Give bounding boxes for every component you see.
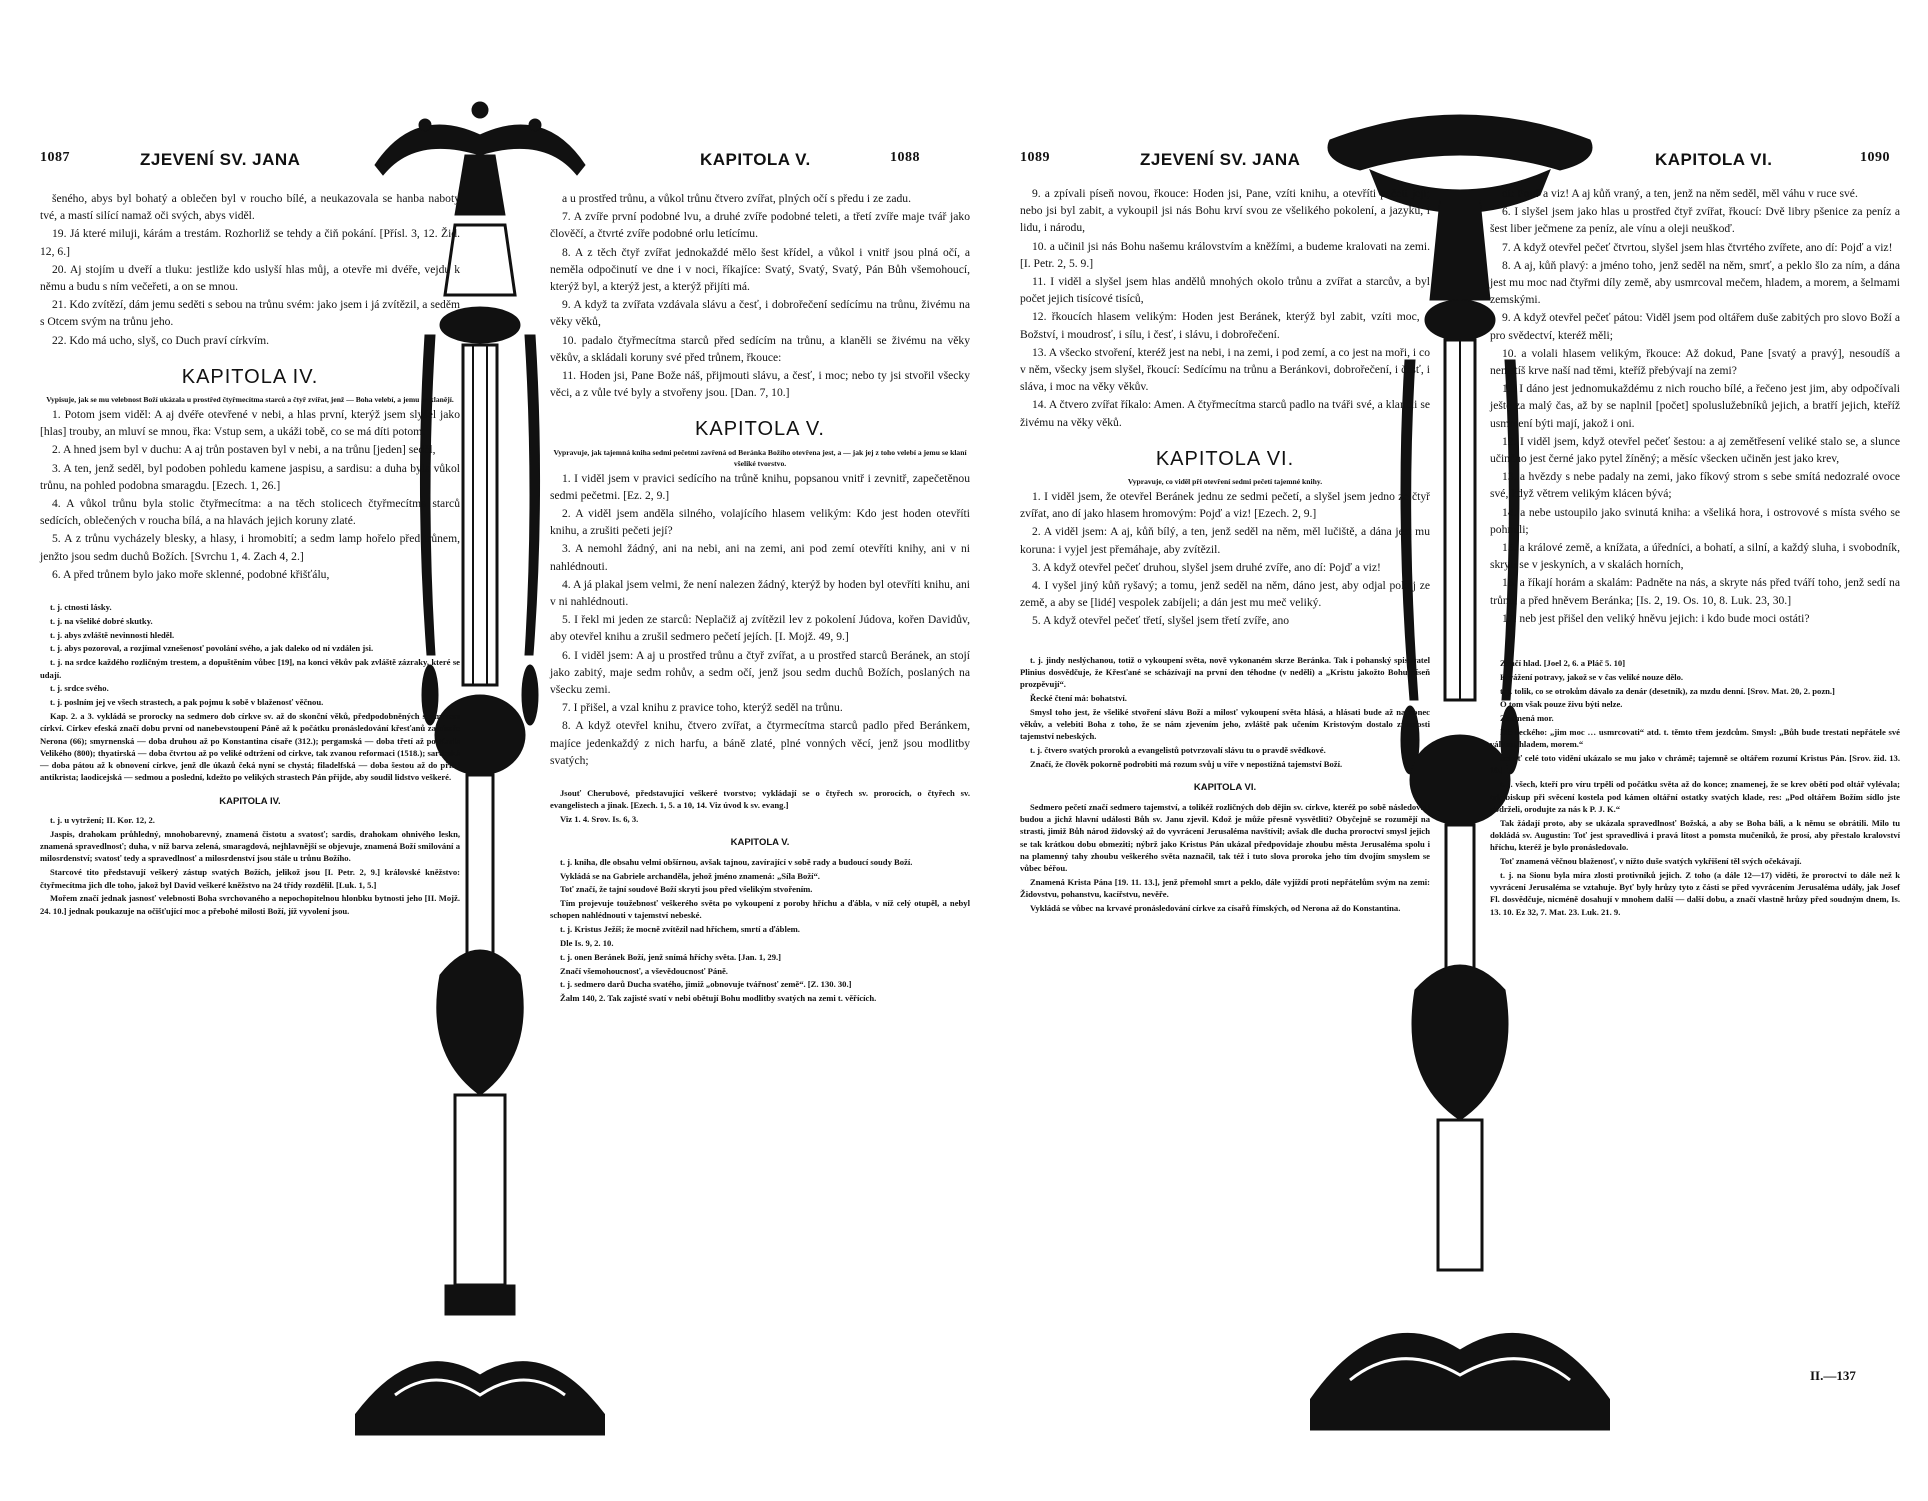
footnote: K vážení potravy, jakož se v čas veliké nouze dělo. [1500,671,1684,682]
verse: 1. I viděl jsem v pravici sedícího na trůně knihu, popsanou vnitř i zevnitř, zapečetěnou sedmi pečetmi. [Ez. 2, 9.] [550,471,970,502]
chapter-title: KAPITOLA V. [695,418,825,441]
verse: 7. I přišel, a vzal knihu z pravice toho, kterýž seděl na trůnu. [562,701,843,715]
verse: 6. I slyšel jsem jako hlas u prostřed čtyř zvířat, řkoucí: Dvě libry pšenice za peníz a šest liber ječmene za peníz, ale vínu a oleji neuškoď. [1490,205,1900,236]
verse: 7. A zvíře první podobné lvu, a druhé zvíře podobné teleti, a třetí zvíře maje tvář jako člověčí, a čtvrté zvíře podobné orlu letícímu. [550,210,970,241]
footnotes-chapter-head: KAPITOLA VI. [1193,782,1257,794]
footnote: t. j. kniha, dle obsahu velmi obšírnou, avšak tajnou, zavírající v sobě rady a budoucí soudy Boží. [560,856,913,867]
verse: 9. A když otevřel pečeť pátou: Viděl jsem pod oltářem duše zabitých pro slovo Boží a pro svědectví, kteréž měli; [1490,311,1900,342]
footnote: t. j. onen Beránek Boží, jenž snímá hříchy světa. [Jan. 1, 29.] [560,951,782,962]
footnote: t. j. na srdce každého rozličným trestem, a dopuštěním vůbec [19], na konci věkův pak zvláště zázraky, které se udají. [40,657,460,680]
footnote: Sedmero pečetí značí sedmero tajemství, a tolikéž rozličných dob dějin sv. církve, kteréž po sobě následovati budou a jichž hlavní události Bůh sv. Janu zjevil. Kdož je může přesně vysvětliti? Obyčejně se rozumějí na strasti, jimiž Bůh národ židovský až do vyvrácení Jerusaléma navštívil; avšak dle ducha proroctví smysl jejich se tak krátkou dobu obmeziti; nýbrž jako Kristus Pán ukázal předpovídaje zhoubu města Jerusaléma spolu i na plamenný tahy zhoubu veškerého světa naznačil, tak též i tuto slova proroka jeho tím dvojím smyslem se vůbec béřou. [1020,801,1430,874]
footnote: neboť celé toto vidění ukázalo se mu jako v chrámě; tajemně se oltářem rozumí Kristus Pán. [Srov. žid. 13. 10.] [1490,753,1900,776]
verse: dí: Pojď a viz! A aj kůň vraný, a ten, jenž na něm seděl, měl váhu v ruce své. [1502,187,1858,200]
footnote: Žalm 140, 2. Tak zajisté svatí v nebi obětují Bohu modlitby svatých na zemi t. věřících. [560,993,877,1004]
verse: 11. I dáno jest jednomukaždému z nich roucho bílé, a řečeno jest jim, aby odpočívali ještě za malý čas, až by se naplnil [počet] spoluslužebníků jejich, a bratří jejich, kteříž usmrcení býti mají, jakož i oni. [1490,382,1900,430]
verse: 1. Potom jsem viděl: A aj dvéře otevřené v nebi, a hlas první, kterýž jsem slyšel jako [hlas] trouby, an mluví se mnou, řka: Vstup sem, a ukáži tobě, co se má díti potom. [40,408,460,439]
verse: 1. I viděl jsem, že otevřel Beránek jednu ze sedmi pečetí, a slyšel jsem jedno ze čtyř zvířat, ano dí jako hlasem hromovým: Pojď a viz! [Ezech. 2, 9.] [1020,490,1430,521]
verse: 3. A ten, jenž seděl, byl podoben pohledu kamene jaspisu, a sardisu: a duha byla vůkol trůnu, na pohled podobna smaragdu. [Ezech. 1, 26.] [40,461,460,492]
verse: 5. I řekl mi jeden ze starců: Neplačiž aj zvítězil lev z pokolení Júdova, kořen Davidův, aby otevřel knihu a zrušil sedmero pečetí jejích. [I. Mojž. 49, 9.] [550,613,970,644]
verse: 3. A když otevřel pečeť druhou, slyšel jsem druhé zvíře, ano dí: Pojď a viz! [1032,560,1381,574]
running-header-chapter: KAPITOLA VI. [1655,150,1773,169]
verse: 10. padalo čtyřmecítma starců před sedícím na trůnu, a klaněli se živému na věky věkův, a skládali koruny své před trůnem, řkouce: [550,333,970,364]
footnote: t. j. tolik, co se otrokům dávalo za denár (desetník), za mzdu denní. [Srov. Mat. 20, 2. pozn.] [1500,685,1835,696]
footnote: Smysl toho jest, že všeliké stvoření slávu Boží a milosť vykoupení světa hlásá, a hlásati bude až na konec věkův, a velebiti Boha z toho, že se nám zjevením jeho, zvláště pak učením Kristovým dostalo známosti tajemství nebeských. [1020,706,1430,742]
footnote: Dle řeckého: „jim moc … usmrcovati“ atd. t. těmto třem jezdcům. Smysl: „Bůh bude trestati nepřátele své válkou, hladem, morem.“ [1490,727,1900,750]
footnote: t. j. srdce svého. [50,683,109,694]
text-column-1 [40,190,460,918]
chapter-title: KAPITOLA IV. [181,365,319,388]
verse: 13. a hvězdy s nebe padaly na zemi, jako fíkový strom s sebe smítá nedozralé ovoce své, když větrem velikým klácen bývá; [1490,470,1900,501]
footnotes [40,601,460,917]
verse: 8. A aj, kůň plavý: a jméno toho, jenž seděl na něm, smrť, a peklo šlo za ním, a dána jest mu moc nad čtyřmi díly země, aby usmrcoval mečem, hladem, a morem, a šelmami zemskými. [1490,258,1900,307]
footnote: t. j. všech, kteří pro víru trpěli od počátku světa až do konce; znamenej, že se krev obětí pod oltář vylévala; tak biskup při svěcení kostela pod kámen oltářní ostatky svatých klade, res: „Pod oltářem Božím sídlo jste obdrželi, orodujte za nás k P. J. K.“ [1490,779,1900,814]
running-header: ZJEVENÍ SV. JANA [140,150,301,169]
footnote: t. j. sedmero darů Ducha svatého, jimiž „obnovuje tvářnosť země“. [Z. 130. 30.] [560,979,852,990]
text-column-3 [1020,185,1430,916]
verse: 21. Kdo zvítězí, dám jemu seděti s sebou na trůnu svém: jako jsem i já zvítězil, a seděm s Otcem svým na trůnu jeho. [40,298,460,329]
verse: 17. neb jest přišel den veliký hněvu jejich: i kdo bude moci ostáti? [1502,611,1810,625]
text-column-4 [1490,185,1900,920]
verse: 5. A když otevřel pečeť třetí, slyšel jsem třetí zvíře, ano [1032,614,1290,628]
footnote: Toť znamená věčnou blaženosť, v nížto duše svatých vykřišení těl svých očekávají. [1500,856,1802,867]
verse: 7. A když otevřel pečeť čtvrtou, slyšel jsem hlas čtvrtého zvířete, ano dí: Pojď a viz! [1502,240,1893,254]
page-number: 1087 [40,150,70,165]
printer-sigla: II.—137 [1810,1368,1856,1383]
verse: 12. I viděl jsem, když otevřel pečeť šestou: a aj zemětřesení veliké stalo se, a slunce učiněno jest černé jako pytel žíněný; a měsíc všecken učiněn jest jako krev, [1490,434,1900,466]
page-number: 1090 [1860,150,1890,165]
verse: a u prostřed trůnu, a vůkol trůnu čtvero zvířat, plných očí s předu i ze zadu. [562,192,911,205]
running-header: ZJEVENÍ SV. JANA [1140,150,1301,169]
footnote: Znamená Krista Pána [19. 11. 13.], jenž přemohl smrt a peklo, dále vyjíždí proti nepřátelům svým na zemi: Židovstvu, pohanstvu, kacířstvu, nevěře. [1020,876,1430,900]
verse: 9. A když ta zvířata vzdávala slávu a česť, i dobrořečení sedícímu na trůnu, živému na věky věků, [550,298,970,329]
footnote: Starcové tito představují veškerý zástup svatých Božích, jelikož jsou [I. Petr. 2, 9.] královské kněžstvo: čtyřmecítma jich dle toho, jakož byl David veškeré kněžstvo na 24 třídy rozdělil. [Luk. 1, 5.] [40,867,460,890]
footnote: Kap. 2. a 3. vykládá se prorocky na sedmero dob církve sv. až do skonční věků, předpodobněných sedmerem církví. Církev efeská značí dobu první od nanebevstoupení Páně až k počátku pronásledování křesťanů za císaře Nerona (66); smyrnenská — doba druhou až po Konstantina císaře (312.); pergamská — doba třetí až po Karla Velikého (800); thyatirská — doba čtvrtou až po veliké odtržení od církve, tak zvanou reformaci (1518.); sardeská — doba pátou až k obnovení církve, jenž dle úkazů čeká nyní se chystá; filadelfská — doba šestou až do příští antikrista; laodicejská — sedmou a poslední, kdežto po velikých strastech Pán přijde, aby soudil lidstvo veškeré. [40,710,460,783]
footnote: t. j. abys zvláště nevinnosti hleděl. [50,629,175,640]
text-column-2 [550,190,970,1006]
footnote: Viz 1. 4. Srov. Is. 6, 3. [560,814,639,825]
verse: 11. Hoden jsi, Pane Bože náš, přijmouti slávu, a česť, i moc; nebo ty jsi stvořil všecky věci, a z vůle tvé byly a stvořeny jsou. [Dan. 7, 10.] [550,369,970,400]
footnote: Toť značí, že tajní soudové Boží skryti jsou před všelikým stvořením. [560,884,813,895]
footnote: Značí všemohoucnosť, a vševědoucnosť Páně. [560,965,728,976]
footnote: t. j. ctnosti lásky. [50,602,112,613]
page-number: 1088 [890,150,920,165]
footnotes [550,787,970,1004]
footnote: Mořem značí jednak jasnosť velebnosti Boha svrchovaného a nepochopitelnou hlonbku bytnosti jeho [II. Mojž. 24. 10.] jednak poukazuje na očišťující moc a přebohé milosti Boží, jíž vyvolení jsou. [40,893,460,916]
verse: 11. I viděl a slyšel jsem hlas andělů mnohých okolo trůnu a zvířat a starcův, a byl počet jejich tisícové tisíců, [1020,275,1430,306]
footnote: Značí, že člověk pokorně podrobiti má rozum svůj u víře v nepostižná tajemství Boží. [1030,759,1343,770]
footnote: t. j. poslním jej ve všech strastech, a pak pojmu k sobě v blaženosť věčnou. [50,697,324,708]
footnote: Řecké čtení má: bohatství. [1030,693,1127,704]
footnote: Vykládá se na Gabriele archanděla, jehož jméno znamená: „Síla Boží“. [560,870,820,881]
footnotes-chapter-head: KAPITOLA V. [730,837,790,849]
footnote: Tím projevuje toužebnosť veškerého světa po vykoupení z poroby hříchu a ďábla, v níž celý otupěl, a nebyl schopen nahlédnouti v tajemství nebeské. [550,898,970,921]
verse: 8. A když otevřel knihu, čtvero zvířat, a čtyrmecítma starců padlo před Beránkem, majíce jedenkaždý z nich harfu, a báně zlaté, plné vonných věcí, jenž jsou modlitby svatých; [550,719,970,767]
verse: 14. A čtvero zvířat říkalo: Amen. A čtyřmecítma starců padlo na tváři své, a klaněli se živému na věky věků. [1020,398,1430,429]
verse: 10. a učinil jsi nás Bohu našemu královstvím a kněžími, a budeme kralovati na zemi. [I. Petr. 2, 5. 9.] [1020,239,1430,270]
footnotes-chapter-head: KAPITOLA IV. [219,795,281,807]
verse: 22. Kdo má ucho, slyš, co Duch praví církvím. [52,333,270,347]
verse: 20. Aj stojím u dveří a tluku: jestliže kdo uslyší hlas můj, a otevře mi dvéře, vejdu k němu a budu s ním večeřeti, a on se mnou. [40,262,460,294]
verse: 4. A vůkol trůnu byla stolic čtyřmecítma: a na těch stolicech čtyřmecítma starců sedících, oblečených v roucha bílá, a na hlavách jejich koruny zlaté. [40,497,460,528]
right-page-spread [990,0,1928,1501]
footnote: Tak žádají proto, aby se ukázala spravedlnosť Božská, a aby se Boha báli, a k němu se obrátili. Milo tu dokládá sv. Augustin: Toť jest spravedlivá i pravá lítost a pomsta mučeníků, že prosí, aby přestalo kralovství hříchu, kteréž je bylo pronásledovalo. [1490,817,1900,853]
footnote: Dle Is. 9, 2. 10. [560,938,614,949]
verse: 2. A viděl jsem anděla silného, volajícího hlasem velikým: Kdo jest hoden otevříti knihu, a zrušiti pečeti její? [550,507,970,538]
footnote: t. j. čtvero svatých proroků a evangelistů potvrzovalí slávu tu o pravdě svědkové. [1030,745,1326,756]
footnote: t. j. na Sionu byla míra zlosti protivníků jejich. Z toho (a dále 12—17) viděti, že proroctví to dále než k vyvrácení Jerusaléma se vztahuje. Byť byly hrůzy tyto z části se před vyvrácením Jerusaléma udály, jak Josef Fl. dosvědčuje, nicméně dosahují v mnohem další — další dobu, a značí vlastně hrůzy před soudným dnem, Is. 13. 10. Ez 32, 7. Mat. 23. Luk. 21. 9. [1490,869,1900,917]
verse: 12. řkoucích hlasem velikým: Hoden jest Beránek, kterýž byl zabit, vzíti moc, a Božství, i moudrosť, i sílu, i česť, i slávu, i dobrořečení. [1020,310,1430,341]
footnote: O tom však pouze živu býti nelze. [1500,699,1623,710]
chapter-summary: Vypisuje, jak se mu velebnost Boží ukázala u prostřed čtyřmecítma starců a čtyř zvířat, jenž — Boha velebí, a jemu se klanějí. [46,395,454,405]
verse: 9. a zpívali píseň novou, řkouce: Hoden jsi, Pane, vzíti knihu, a otevříti pečeti její; nebo jsi byl zabit, a vykoupil jsi nás Bohu krví svou ze všelikého pokolení, a jazyku, i lidu, i národu, [1020,187,1430,235]
verse: 4. A já plakal jsem velmi, že není nalezen žádný, kterýž by hoden byl otevříti knihu, ani v ni nahlédnouti. [550,577,970,609]
footnote: t. j. abys pozoroval, a rozjímal vznešenosť povolání svého, a jak daleko od ní vzdálen jsi. [50,643,374,654]
chapter-summary: Vypravuje, jak tajemná kniha sedmi pečetmi zavřená od Beránka Božího otevřena jest, a — jak jej z toho velebí a jemu se klaní všeliké tvorstvo. [553,447,967,468]
footnote: t. j. Kristus Ježíš; že mocně zvítězil nad hříchem, smrtí a ďáblem. [560,924,800,935]
running-header-chapter: KAPITOLA V. [700,150,811,169]
verse: 15. a králové země, a knížata, a úředníci, a bohatí, a silní, a každý sluha, i svobodník, skryli se v jeskyních, a v skalách horních, [1490,541,1900,572]
verse: 3. A nemohl žádný, ani na nebi, ani na zemi, ani pod zemí otevříti knihy, ani v ni nahlédnouti. [550,542,970,573]
footnote: Znamená mor. [1500,713,1554,724]
verse: 16. a říkají horám a skalám: Padněte na nás, a skryte nás před tváří toho, jenž sedí na trůnu, a před hněvem Beránka; [Is. 2, 19. Os. 10, 8. Luk. 23, 30.] [1490,576,1900,607]
footnote: t. j. jindy neslýchanou, totiž o vykoupení světa, nově vykonaném skrze Beránka. Tak i pohanský spisovatel Plinius dosvědčuje, že Křesťané se scházívají na první den téhodne (v neděli) a „Kristu jakožto Bohu píseň prozpěvují“. [1020,654,1430,690]
footnote: Jaspis, drahokam průhledný, mnohobarevný, znamená čistotu a svatosť; sardis, drahokam ohnivého leskn, znamená spravedlnosť; duha, v níž barva zelená, smaragdová, nejhlavnější se objevuje, znamená Boží smilování a milosrdenství; svatosť tedy a spravedlnosť a milosrdenství jsou stále u trůnu Božího. [40,828,460,864]
footnote: Značí hlad. [Joel 2, 6. a Pláč 5. 10] [1500,658,1626,669]
chapter-summary: Vypravuje, co viděl při otevření sedmi pečetí tajemné knihy. [1127,477,1323,487]
verse: šeného, abys byl bohatý a oblečen byl v roucho bílé, a neukazovala se hanba naboty tvé, a mastí silící namaž oči svých, abys viděl. [40,192,460,223]
verse: 4. I vyšel jiný kůň ryšavý; a tomu, jenž seděl na něm, dáno jest, aby odjal pokoj ze země, a aby se [lidé] vespolek zabíjeli; a dán jest mu meč veliký. [1020,579,1430,610]
verse: 8. A z těch čtyř zvířat jednokaždé mělo šest křídel, a vůkol i vnitř jsou plná očí, a neměla odpočinutí ve dne i v noci, říkajíce: Svatý, Svatý, Svatý, Pán Bůh všemohoucí, kterýž byl, a kterýž jest, a kterýž přijíti má. [550,245,970,294]
footnote: t. j. u vytržení; II. Kor. 12, 2. [50,815,155,826]
verse: 2. A hned jsem byl v duchu: A aj trůn postaven byl v nebi, a na trůnu [jeden] seděl, [52,443,436,457]
verse: 5. A z trůnu vycházely blesky, a hlasy, i hromobití; a sedm lamp hořelo před trůnem, jenžto jsou sedm duchů Božích. [Svrchu 1, 4. Zach 4, 2.] [40,532,460,563]
verse: 6. A před trůnem bylo jako moře sklenné, podobné křišťálu, [52,567,330,581]
verse: 13. A všecko stvoření, kteréž jest na nebi, i na zemi, i pod zemí, a co jest na moři, i co v něm, všecky jsem slyšel, řkoucí: Sedícímu na trůnu a Beránkovi, dobrořečení, i česť, i sláva, i moc na věky věkův. [1020,345,1430,394]
footnote: t. j. na všeliké dobré skutky. [50,615,153,626]
page-number: 1089 [1020,150,1050,165]
chapter-title: KAPITOLA VI. [1155,447,1295,470]
footnotes [1020,654,1430,915]
footnote: Jsouť Cherubové, představující veškeré tvorstvo; vykládají se o čtyřech sv. prorocích, o čtyřech sv. evangelistech a jinak. [Ezech. 1, 5. a 10, 14. Viz úvod k sv. evang.] [550,788,970,811]
verse: 19. Já které miluji, kárám a trestám. Rozhorliž se tehdy a čiň pokání. [Přísl. 3, 12. Žid. 12, 6.] [40,227,460,258]
footnotes [1490,657,1900,918]
footnote: Vykládá se vůbec na krvavé pronásledování církve za císařů římských, od Nerona až do Konstantina. [1030,903,1401,914]
verse: 14. a nebe ustoupilo jako svinutá kniha: a všeliká hora, i ostrovové s místa svého se pohnuli; [1490,505,1900,536]
verse: 2. A viděl jsem: A aj, kůň bílý, a ten, jenž seděl na něm, měl lučiště, a dána jest mu koruna: i vyjel jest přemáhaje, aby zvítězil. [1020,525,1430,556]
verse: 6. I viděl jsem: A aj u prostřed trůnu a čtyř zvířat, a u prostřed starců Beránek, an stojí jako zabitý, maje sedm rohův, a sedm očí, jenž jsou sedm duchů Božích, poslaných na všecku zemi. [550,648,970,697]
verse: 10. a volali hlasem velikým, řkouce: Až dokud, Pane [svatý a pravý], nesoudíš a nemstíš krve naší nad těmi, kteříž přebývají na zemi? [1490,346,1900,378]
